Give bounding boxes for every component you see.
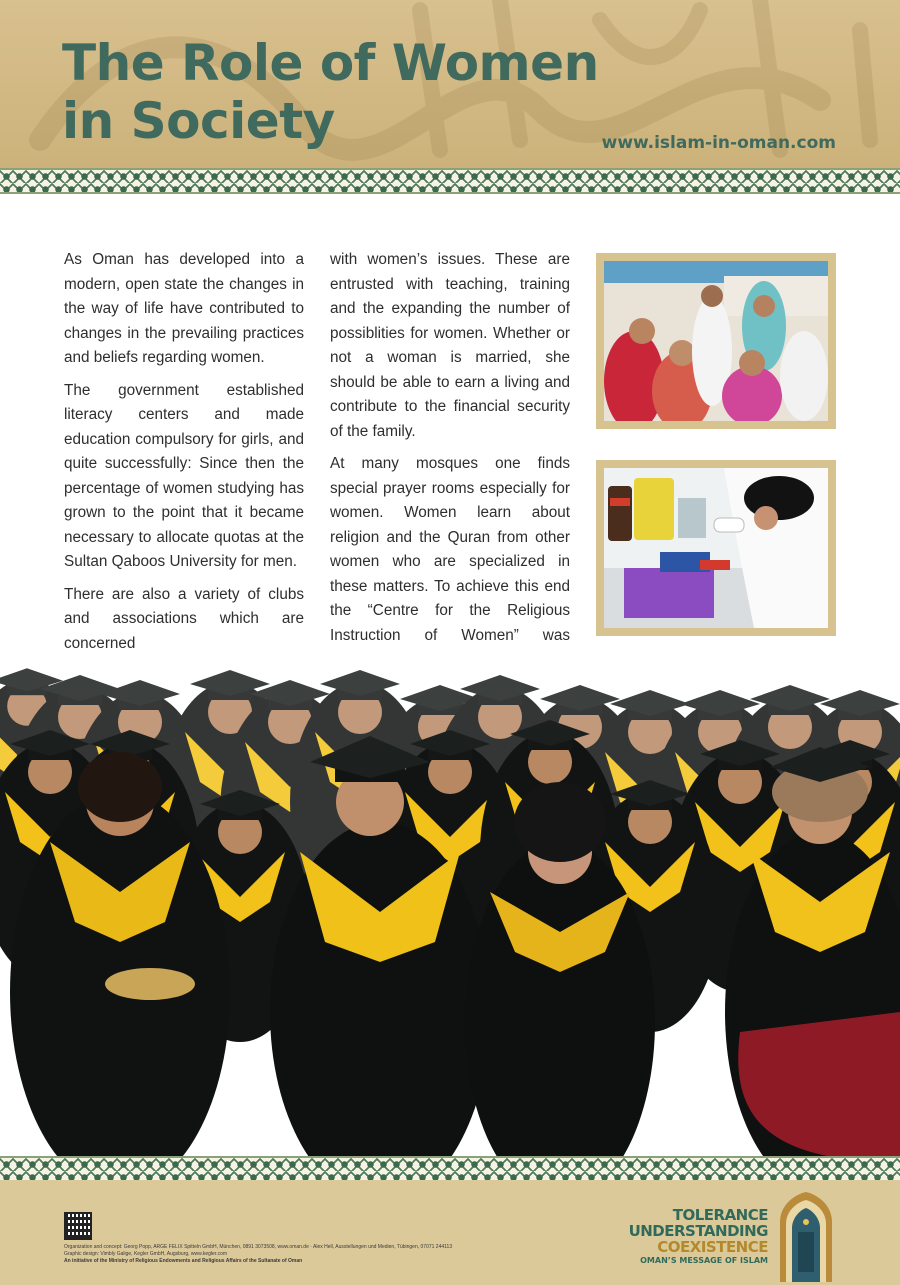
paragraph: The government established literacy centers and made education compulsory for girls, and quite successfully: Since then the percentage of women studying has grown to the point that it became necessary to allocate quotas at the Sultan Qaboos University for men. bbox=[64, 381, 304, 570]
slogan-tolerance: TOLERANCE bbox=[672, 1206, 768, 1224]
poster-header bbox=[0, 0, 900, 168]
text-column-2 bbox=[330, 248, 570, 681]
text-column-1 bbox=[64, 248, 304, 664]
women-group-image bbox=[604, 261, 828, 421]
paragraph: There are also a variety of clubs and associations which are concerned bbox=[64, 585, 304, 652]
credit-initiative: An initiative of the Ministry of Religious Endowments and Religious Affairs of the Sultanate of Oman bbox=[64, 1258, 303, 1264]
laboratory-image bbox=[604, 468, 828, 628]
website-url[interactable]: www.islam-in-oman.com bbox=[601, 133, 836, 153]
credit-graphic-design: Graphic design: Vimbly Galige, Kegler GmbH, Augsburg, www.kegler.com bbox=[64, 1251, 228, 1257]
paragraph: with women’s issues. These are entrusted with teaching, training and the expanding the number of possiblities for women. Whether or not a woman is married, she should be able to earn a living and contribute to the financial security of the family. bbox=[330, 251, 570, 440]
top-pattern-band bbox=[0, 168, 900, 194]
mihrab-logo-icon bbox=[778, 1192, 834, 1282]
slogan-message: OMAN’S MESSAGE OF ISLAM bbox=[640, 1256, 768, 1265]
title-line-1: The Role of Women bbox=[62, 34, 599, 92]
page-title bbox=[62, 34, 599, 150]
slogan bbox=[629, 1207, 768, 1267]
slogan-coexistence: COEXISTENCE bbox=[657, 1238, 768, 1256]
graduation-photo bbox=[0, 652, 900, 1162]
slogan-understanding: UNDERSTANDING bbox=[628, 1222, 768, 1240]
photo-women-group bbox=[596, 253, 836, 429]
paragraph: As Oman has developed into a modern, open state the changes in the way of life have contributed to changes in the prevailing practices and beliefs regarding women. bbox=[64, 251, 304, 366]
poster-footer bbox=[0, 1180, 900, 1285]
qr-code-icon[interactable] bbox=[64, 1212, 92, 1240]
credit-organization: Organization and concept: Georg Popp, ARGE FELIX Spitteln GmbH, München, 0891 3073508, www.oman.de · Alex Hell, Ausstellungen und Medien, Tübingen, 07071 244113 bbox=[64, 1244, 453, 1250]
bottom-pattern-band bbox=[0, 1156, 900, 1182]
paragraph: At many mosques one finds special prayer rooms especially for women. Women learn about religion and the Quran from other women who are specialized in these matters. To achieve this end the “Centre for the Religious Instruction of Women” was bbox=[330, 455, 570, 644]
photo-laboratory bbox=[596, 460, 836, 636]
credits bbox=[64, 1244, 484, 1265]
title-line-2: in Society bbox=[62, 92, 335, 150]
